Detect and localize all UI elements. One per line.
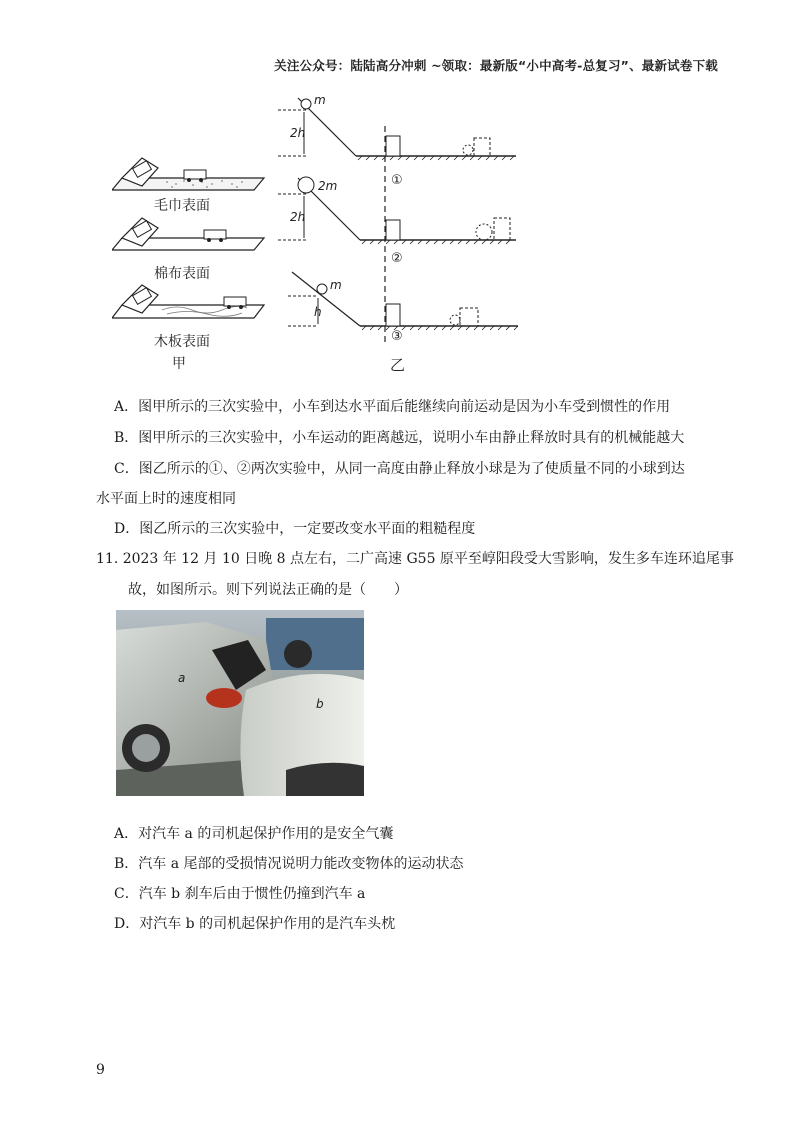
height-label-2: 2h — [290, 210, 306, 224]
surface-label-cotton: 棉布表面 — [154, 266, 210, 282]
surface-label-towel: 毛巾表面 — [154, 198, 210, 214]
experiment-marker-3: ③ — [391, 329, 403, 344]
q10-option-a: A．图甲所示的三次实验中，小车到达水平面后能继续向前运动是因为小车受到惯性的作用 — [114, 399, 671, 415]
car-a-label: a — [178, 671, 186, 685]
q11-option-a: A．对汽车 a 的司机起保护作用的是安全气囊 — [114, 826, 394, 842]
towel-ramp-diagram — [112, 158, 264, 190]
figure-yi — [278, 90, 528, 375]
q10-option-b: B．图甲所示的三次实验中，小车运动的距离越远，说明小车由静止释放时具有的机械能越大 — [114, 430, 685, 446]
q11-option-d: D．对汽车 b 的司机起保护作用的是汽车头枕 — [114, 916, 396, 932]
car-b-label: b — [316, 697, 324, 711]
page-header: 关注公众号：陆陆高分冲刺 ~领取：最新版“小中高考-总复习”、最新试卷下载 — [274, 58, 718, 73]
q10-option-d: D．图乙所示的三次实验中，一定要改变水平面的粗糙程度 — [114, 521, 476, 537]
figure-jia-caption: 甲 — [172, 356, 186, 372]
experiment-marker-1: ① — [391, 173, 403, 188]
q11-option-b: B．汽车 a 尾部的受损情况说明力能改变物体的运动状态 — [114, 856, 464, 872]
figure-yi-caption: 乙 — [390, 356, 406, 374]
experiment-1 — [278, 98, 516, 160]
car-collision-photo — [116, 610, 364, 796]
cotton-ramp-diagram — [112, 218, 264, 250]
height-label-3: h — [314, 305, 322, 319]
experiment-marker-2: ② — [391, 251, 403, 266]
q10-option-c-continued: 水平面上时的速度相同 — [96, 491, 236, 507]
surface-label-wood: 木板表面 — [154, 334, 210, 350]
q11-stem-line-1: 11. 2023 年 12 月 10 日晚 8 点左右，二广高速 G55 原平至崞阳段受大雪影响，发生多车连环追尾事 — [96, 551, 734, 567]
q10-option-c: C．图乙所示的①、②两次实验中，从同一高度由静止释放小球是为了使质量不同的小球到达 — [114, 461, 685, 477]
q11-option-c: C．汽车 b 刹车后由于惯性仍撞到汽车 a — [114, 886, 366, 902]
mass-label-2: 2m — [318, 179, 338, 193]
wood-ramp-diagram — [112, 285, 264, 318]
height-label-1: 2h — [290, 126, 306, 140]
mass-label-3: m — [330, 278, 342, 292]
page-number: 9 — [96, 1062, 105, 1078]
figure-jia — [112, 150, 272, 375]
mass-label-1: m — [314, 93, 326, 107]
q11-stem-line-2: 故，如图所示。则下列说法正确的是（ ） — [128, 582, 408, 598]
experiment-3 — [288, 272, 518, 330]
